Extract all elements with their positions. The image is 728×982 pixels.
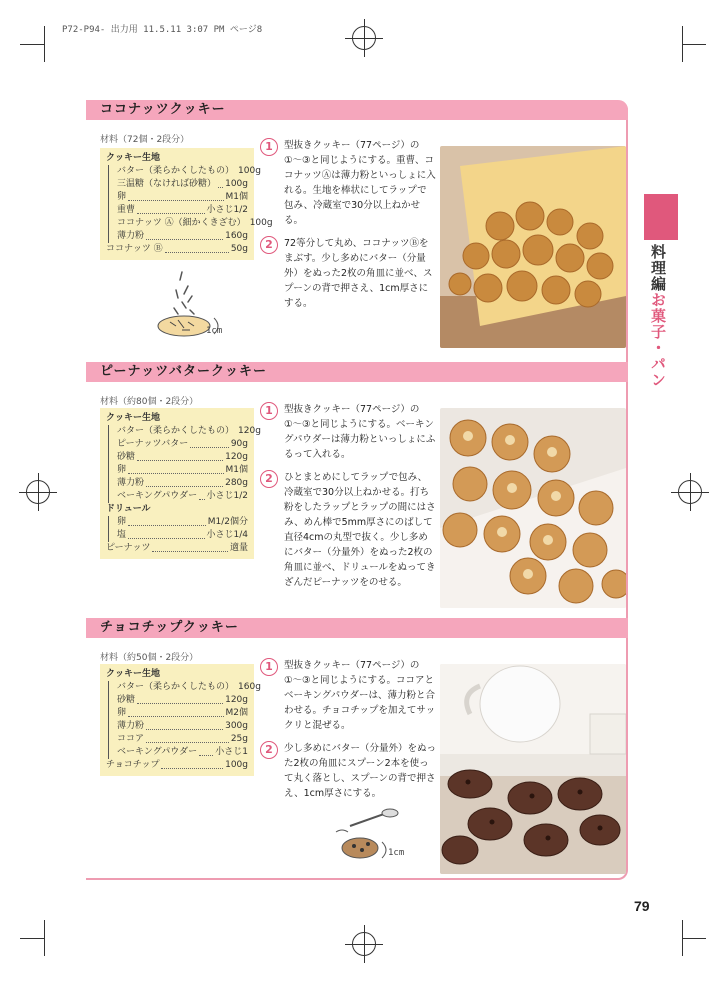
- registration-mark: [352, 26, 376, 50]
- step-number: 2: [260, 236, 278, 254]
- recipe-title: チョコチップクッキー: [86, 618, 628, 638]
- crop-mark: [20, 44, 44, 45]
- step-text: ひとまとめにしてラップで包み、冷蔵室で30分以上ねかせる。打ち粉をしたラップとラップの間にはさみ、めん棒で5mm厚さにのばして直径4cmの丸型で抜く。少し多めにバター（分量外）をぬった2枚の角皿に並べ、ドリュールをぬってきざんだピーナッツをのせる。: [284, 472, 436, 588]
- scale-label: 1cm: [206, 326, 223, 336]
- registration-mark: [678, 480, 702, 504]
- ingredient-row: ピーナッツバター 90g: [108, 438, 248, 451]
- ingredients-box: [100, 664, 261, 776]
- recipe-title: ピーナッツバタークッキー: [86, 362, 628, 382]
- step-text: 少し多めにバター（分量外）をぬった2枚の角皿にスプーン2本を使って丸く落とし、スプーンの背で押さえ、1cm厚さにする。: [284, 743, 437, 799]
- crop-mark: [682, 938, 706, 939]
- recipe-chocolate-chip-cookie: [86, 618, 628, 880]
- ingredient-row: 砂糖 120g: [108, 694, 248, 707]
- ingredient-row: 卵 M1/2個分: [108, 516, 248, 529]
- recipe-coconut-cookie: [86, 100, 628, 362]
- ingredient-row: ピーナッツ 適量: [106, 543, 248, 553]
- ingredients-title: 材料（約80個・2段分）: [100, 397, 199, 407]
- ingredients-title: 材料（72個・2段分）: [100, 135, 190, 145]
- page-number: 79: [634, 898, 650, 914]
- ingredient-row: 塩 小さじ1/4: [108, 529, 248, 542]
- ingredient-row: 重曹 小さじ1/2: [108, 204, 248, 217]
- ingredient-row: 薄力粉 280g: [108, 477, 248, 490]
- ingredient-row: 薄力粉 300g: [108, 720, 248, 733]
- step: [260, 402, 436, 462]
- ingredient-row: 卵 M2個: [108, 707, 248, 720]
- step-number: 2: [260, 470, 278, 488]
- ingredient-group: クッキー生地: [106, 669, 161, 679]
- recipe-peanut-butter-cookie: [86, 362, 628, 618]
- ingredient-row: ベーキングパウダー 小さじ1/2: [108, 490, 248, 503]
- step: [260, 236, 436, 311]
- step-number: 1: [260, 138, 278, 156]
- ingredient-row: 三温糖（なければ砂糖） 100g: [108, 178, 248, 191]
- step-text: 型抜きクッキー（77ページ）の①〜③と同じようにする。ベーキングパウダーは薄力粉といっしょにふるって入れる。: [284, 404, 436, 460]
- ingredient-row: 砂糖 120g: [108, 451, 248, 464]
- step: [260, 138, 436, 228]
- ingredient-group: クッキー生地: [106, 153, 161, 163]
- coconut-cookie-photo: [440, 146, 626, 348]
- ingredient-row: ココア 25g: [108, 733, 248, 746]
- crop-mark: [44, 920, 45, 956]
- step-text: 型抜きクッキー（77ページ）の①〜③と同じようにする。ココアとベーキングパウダーは、薄力粉と合わせる。チョコチップを加えてサックリと混ぜる。: [284, 660, 436, 731]
- subcategory-label: お菓子・パン: [649, 292, 667, 388]
- step-number: 2: [260, 741, 278, 759]
- side-index-tab: [644, 194, 678, 240]
- step-number: 1: [260, 402, 278, 420]
- category-label: 料理編: [649, 244, 667, 292]
- ingredient-row: バター（柔らかくしたもの） 160g: [108, 681, 248, 694]
- step: [260, 470, 436, 590]
- step-text: 型抜きクッキー（77ページ）の①〜③と同じようにする。重曹、ココナッツⒶは薄力粉といっしょに入れる。生地を棒状にしてラップで包み、冷蔵室で30分以上ねかせる。: [284, 140, 436, 226]
- registration-mark: [26, 480, 50, 504]
- ingredient-row: 卵 M1個: [108, 191, 248, 204]
- chocolate-chip-cookie-photo: [440, 664, 626, 874]
- recipe-steps: [260, 402, 436, 598]
- spoon-drop-illustration: [332, 808, 412, 868]
- print-header: P72-P94- 出力用 11.5.11 3:07 PM ページ8: [62, 25, 263, 35]
- recipe-steps: [260, 138, 436, 319]
- ingredients-box: [100, 408, 261, 559]
- recipe-steps: [260, 658, 436, 809]
- scale-label: 1cm: [388, 848, 405, 858]
- ingredient-row: 卵 M1個: [108, 464, 248, 477]
- ingredient-row: 薄力粉 160g: [108, 230, 248, 243]
- crop-mark: [682, 44, 706, 45]
- recipe-title: ココナッツクッキー: [86, 100, 628, 120]
- ingredient-group: クッキー生地: [106, 413, 161, 423]
- ingredients-title: 材料（約50個・2段分）: [100, 653, 199, 663]
- ingredients-box: [100, 148, 273, 260]
- ingredient-row: バター（柔らかくしたもの） 100g: [108, 165, 248, 178]
- step: [260, 741, 436, 801]
- step-number: 1: [260, 658, 278, 676]
- crop-mark: [44, 26, 45, 62]
- registration-mark: [352, 932, 376, 956]
- side-category-label: [648, 244, 668, 388]
- ingredient-row: チョコチップ 100g: [106, 760, 248, 770]
- ingredient-row: ココナッツ Ⓑ 50g: [106, 244, 248, 254]
- crop-mark: [20, 938, 44, 939]
- ingredient-row: ベーキングパウダー 小さじ1: [108, 746, 248, 759]
- ingredient-group: ドリュール: [106, 504, 151, 514]
- step: [260, 658, 436, 733]
- peanut-butter-cookie-photo: [440, 408, 626, 608]
- ingredient-row: ココナッツ Ⓐ（細かくきざむ） 100g: [108, 217, 248, 230]
- ingredient-row: バター（柔らかくしたもの） 120g: [108, 425, 248, 438]
- step-text: 72等分して丸め、ココナッツⒷをまぶす。少し多めにバター（分量外）をぬった2枚の角皿に並べ、スプーンの背で押さえ、1cm厚さにする。: [284, 238, 433, 309]
